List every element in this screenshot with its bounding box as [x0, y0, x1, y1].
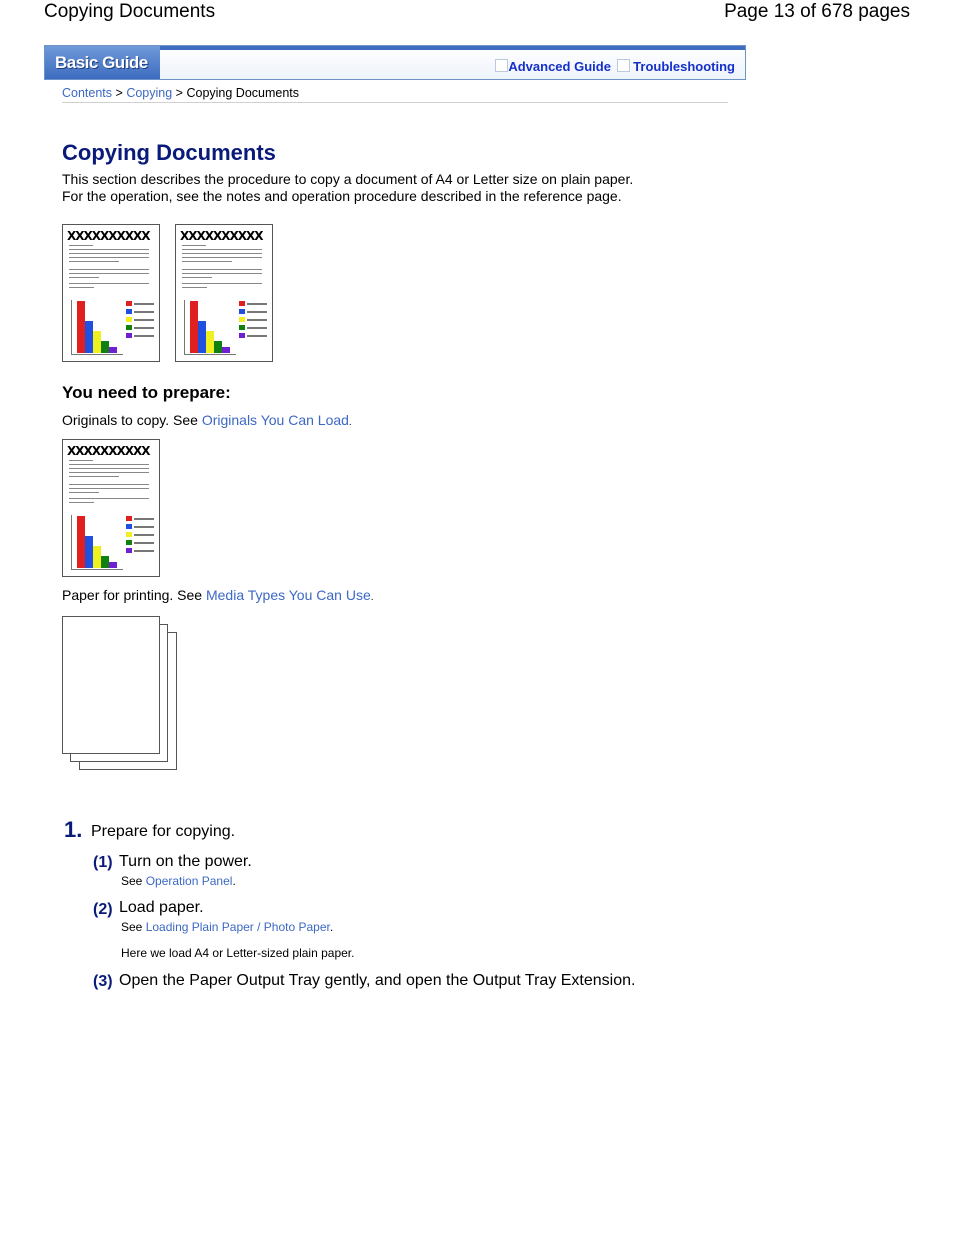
text-line — [69, 476, 119, 477]
legend-swatch — [239, 333, 245, 338]
chart-bar — [85, 321, 93, 353]
substep-text: Load paper. — [119, 899, 204, 916]
legend-swatch — [126, 333, 132, 338]
legend-swatch — [126, 524, 132, 529]
chart-bar — [93, 546, 101, 568]
chart-bar — [222, 347, 230, 353]
text-line — [69, 287, 94, 288]
legend-text-line — [134, 303, 154, 305]
breadcrumb — [62, 86, 728, 103]
chart-bar — [198, 321, 206, 353]
breadcrumb-separator: > — [175, 86, 183, 100]
text-line — [182, 261, 232, 262]
breadcrumb-separator: > — [115, 86, 123, 100]
chart-baseline — [71, 354, 123, 355]
substep-number: (3) — [93, 973, 113, 990]
legend-text-line — [134, 534, 154, 536]
legend-swatch — [126, 317, 132, 322]
chart-axis — [71, 300, 72, 355]
chart-axis — [71, 515, 72, 570]
step-number: 1. — [64, 817, 83, 842]
chart-bar — [109, 562, 117, 568]
page-header-title: Copying Documents — [44, 1, 216, 22]
text-line — [69, 460, 93, 461]
legend-swatch — [239, 325, 245, 330]
text-line — [69, 484, 149, 485]
substep-reference — [121, 874, 236, 888]
legend-swatch — [126, 540, 132, 545]
text-line — [182, 253, 262, 254]
text-line — [69, 257, 149, 258]
legend-swatch — [239, 317, 245, 322]
breadcrumb-current: Copying Documents — [186, 86, 300, 100]
breadcrumb-contents[interactable]: Contents — [62, 86, 113, 100]
chart-baseline — [71, 569, 123, 570]
text-line — [182, 245, 206, 246]
basic-guide-tab[interactable] — [45, 46, 160, 79]
legend-swatch — [126, 548, 132, 553]
text-line — [69, 472, 149, 473]
text-line — [182, 269, 262, 270]
guide-banner — [44, 45, 746, 80]
legend-swatch — [126, 301, 132, 306]
originals-link[interactable]: Originals You Can Load — [201, 412, 349, 428]
page-number: Page 13 of 678 pages — [724, 1, 910, 22]
text-line — [69, 261, 119, 262]
legend-text-line — [247, 303, 267, 305]
chart-baseline — [184, 354, 236, 355]
text-line — [69, 277, 99, 278]
legend-text-line — [134, 518, 154, 520]
text-line — [69, 492, 99, 493]
text-line — [69, 468, 149, 469]
advanced-guide-icon — [495, 59, 508, 72]
step-text: Prepare for copying. — [91, 823, 236, 840]
substep-note: Here we load A4 or Letter-sized plain paper. — [121, 946, 355, 960]
legend-text-line — [134, 526, 154, 528]
text-line — [69, 245, 93, 246]
period: . — [232, 874, 236, 888]
prepare-heading: You need to prepare: — [62, 383, 231, 402]
legend-swatch — [126, 516, 132, 521]
see-text: See — [121, 920, 143, 934]
period: . — [348, 417, 352, 428]
substep-text: Turn on the power. — [119, 853, 252, 870]
chart-bar — [101, 341, 109, 353]
period: . — [329, 920, 334, 934]
chart-bar — [109, 347, 117, 353]
text-line — [69, 269, 149, 270]
originals-paragraph — [62, 412, 352, 428]
chart-bar — [101, 556, 109, 568]
legend-text-line — [134, 542, 154, 544]
text-line — [182, 287, 207, 288]
legend-swatch — [126, 309, 132, 314]
see-text: See — [121, 874, 143, 888]
legend-text-line — [134, 319, 154, 321]
originals-text: Originals to copy. See — [62, 412, 198, 428]
legend-text-line — [247, 319, 267, 321]
substep-number: (2) — [93, 901, 113, 918]
legend-swatch — [126, 532, 132, 537]
original-document-illustration — [62, 439, 160, 577]
document-heading-text: XXXXXXXXXX — [67, 444, 150, 458]
text-line — [182, 273, 262, 274]
loading-paper-link[interactable]: Loading Plain Paper / Photo Paper — [145, 920, 330, 934]
chart-bar — [206, 331, 214, 353]
operation-panel-link[interactable]: Operation Panel — [145, 874, 233, 888]
chart-bar — [85, 536, 93, 568]
page-title: Copying Documents — [62, 140, 276, 165]
substep-reference — [121, 920, 333, 934]
troubleshooting-link[interactable]: Troubleshooting — [633, 59, 735, 74]
text-line — [69, 253, 149, 254]
substep-number: (1) — [93, 854, 113, 871]
legend-swatch — [239, 309, 245, 314]
chart-bar — [77, 301, 85, 353]
text-line — [69, 273, 149, 274]
text-line — [69, 502, 94, 503]
legend-text-line — [134, 327, 154, 329]
legend-text-line — [134, 335, 154, 337]
guide-links — [493, 59, 735, 74]
copied-document-illustration — [175, 224, 273, 362]
text-line — [69, 488, 149, 489]
chart-axis — [184, 300, 185, 355]
chart-bar — [93, 331, 101, 353]
text-line — [69, 464, 149, 465]
legend-swatch — [126, 325, 132, 330]
chart-bar — [214, 341, 222, 353]
legend-swatch — [239, 301, 245, 306]
breadcrumb-copying[interactable]: Copying — [126, 86, 173, 100]
paper-paragraph — [62, 587, 374, 603]
document-heading-text: XXXXXXXXXX — [67, 229, 150, 243]
text-line — [69, 283, 149, 284]
chart-bar — [77, 516, 85, 568]
basic-guide-label: Basic Guide — [55, 53, 148, 72]
text-line — [69, 249, 149, 250]
text-line — [69, 498, 149, 499]
legend-text-line — [134, 550, 154, 552]
document-heading-text: XXXXXXXXXX — [180, 229, 263, 243]
paper-text: Paper for printing. See — [62, 587, 203, 603]
intro-text — [62, 171, 633, 205]
period: . — [370, 592, 374, 603]
paper-sheet — [62, 616, 160, 754]
legend-text-line — [247, 335, 267, 337]
legend-text-line — [247, 311, 267, 313]
original-document-illustration — [62, 224, 160, 362]
chart-bar — [190, 301, 198, 353]
advanced-guide-link[interactable]: Advanced Guide — [508, 59, 611, 74]
media-types-link[interactable]: Media Types You Can Use — [205, 587, 371, 603]
troubleshooting-icon — [617, 59, 630, 72]
intro-line: This section describes the procedure to copy a document of A4 or Letter size on plain paper. — [62, 171, 634, 187]
text-line — [182, 249, 262, 250]
substep-text: Open the Paper Output Tray gently, and open the Output Tray Extension. — [119, 972, 636, 989]
legend-text-line — [134, 311, 154, 313]
text-line — [182, 257, 262, 258]
text-line — [182, 277, 212, 278]
legend-text-line — [247, 327, 267, 329]
text-line — [182, 283, 262, 284]
intro-line: For the operation, see the notes and operation procedure described in the reference page. — [62, 188, 622, 204]
